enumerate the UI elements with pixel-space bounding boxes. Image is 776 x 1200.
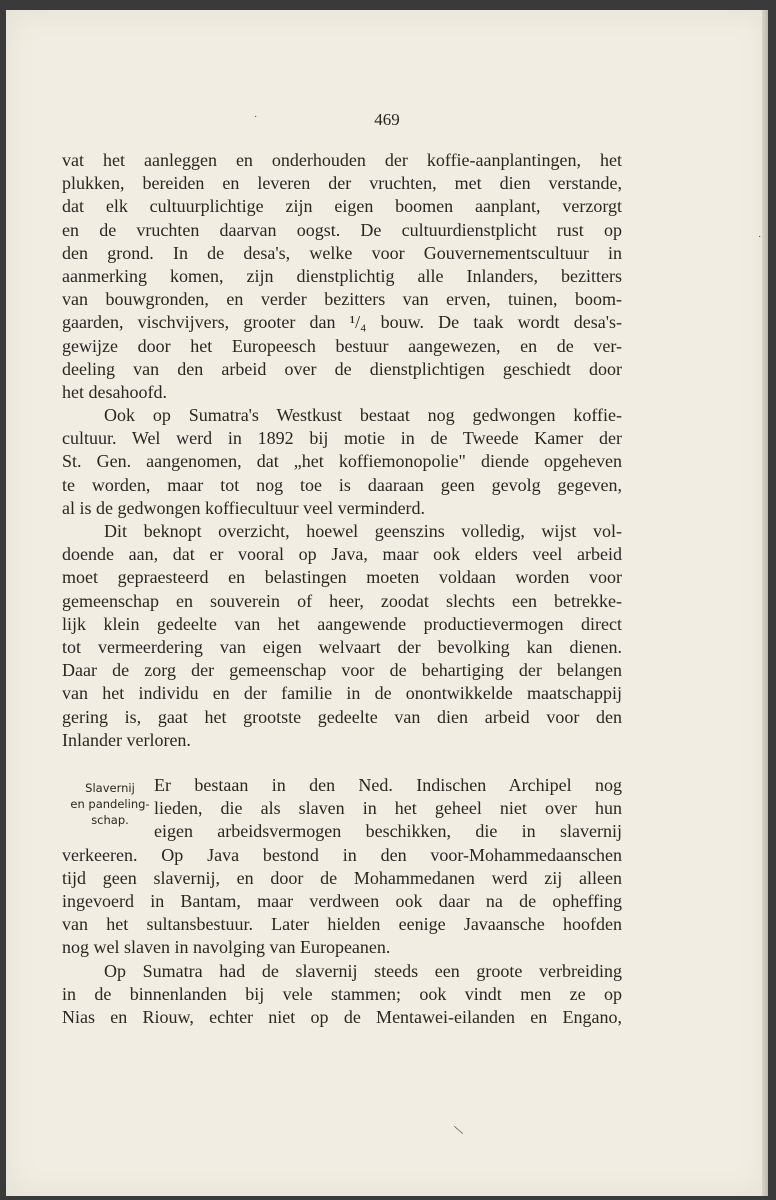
- text-line: te worden, maar tot nog toe is daaraan geen gevolg gegeven,: [62, 474, 622, 495]
- text-line: moet gepraesteerd en belastingen moeten voldaan worden voor: [62, 567, 622, 588]
- text-line: den grond. In de desa's, welke voor Gouvernementscultuur in: [62, 242, 622, 263]
- text-line: van het individu en der familie in de onontwikkelde maatschappij: [62, 683, 622, 704]
- text-line: Dit beknopt overzicht, hoewel geenszins volledig, wijst vol-: [104, 521, 622, 541]
- page-number: 469: [374, 110, 400, 129]
- text-line: Op Sumatra had de slavernij steeds een groote verbreiding: [104, 960, 622, 981]
- paragraph-2: [62, 404, 622, 520]
- text-line: al is de gedwongen koffiecultuur veel verminderd.: [62, 497, 426, 518]
- text-line: doende aan, dat er vooral op Java, maar ook elders veel arbeid: [62, 544, 622, 565]
- stray-tick-mark: \: [452, 1122, 466, 1140]
- margin-note-line: en pandeling-: [70, 797, 150, 811]
- paragraph-5: [62, 960, 622, 1030]
- paragraph-1: [62, 149, 622, 404]
- text-line: plukken, bereiden en leveren der vruchten, met dien verstande,: [62, 173, 622, 194]
- text-line: en de vruchten daarvan oogst. De cultuurdienstplicht rust op: [62, 219, 622, 240]
- text-line: ingevoerd in Bantam, maar verdween ook daar na de opheffing: [62, 890, 622, 911]
- text-line: van het sultansbestuur. Later hielden eenige Javaansche hoofden: [62, 914, 622, 935]
- text-line: van bouwgronden, en verder bezitters van erven, tuinen, boom-: [62, 289, 622, 310]
- text-line: het desahoofd.: [62, 381, 167, 402]
- text-line: Nias en Riouw, echter niet op de Mentawei-eilanden en Engano,: [62, 1006, 622, 1027]
- stray-edge-mark: ·: [758, 232, 762, 243]
- text-line: nog wel slaven in navolging van Europeanen.: [62, 937, 391, 958]
- book-page: [6, 10, 768, 1196]
- text-line: gewijze door het Europeesch bestuur aangewezen, en de ver-: [62, 335, 622, 356]
- text-line: deeling van den arbeid over de dienstplichtigen geschiedt door: [62, 358, 622, 379]
- stray-dot-mark: ·: [254, 112, 258, 123]
- text-line: Ook op Sumatra's Westkust bestaat nog gedwongen koffie-: [104, 405, 622, 426]
- text-line: tot vermeerdering van eigen welvaart der bevolking kan dienen.: [62, 636, 622, 657]
- text-line: verkeeren. Op Java bestond in den voor-Mohammedaanschen: [62, 844, 622, 865]
- text-line: lijk klein gedeelte van het aangewende productievermogen direct: [62, 613, 622, 634]
- text-line: Daar de zorg der gemeenschap voor de behartiging der belangen: [62, 660, 622, 681]
- body-text-bottom: [62, 774, 622, 1029]
- text-line: gering is, gaat het grootste gedeelte van dien arbeid voor den: [62, 706, 622, 727]
- text-line: in de binnenlanden bij vele stammen; ook vindt men ze op: [62, 983, 622, 1004]
- text-line: tijd geen slavernij, en door de Mohammedanen werd zij alleen: [62, 867, 622, 888]
- text-line: cultuur. Wel werd in 1892 bij motie in de Tweede Kamer der: [62, 428, 622, 449]
- paragraph-3: [62, 520, 622, 752]
- text-line: Er bestaan in den Ned. Indischen Archipel nog: [154, 775, 622, 795]
- page-edge: [762, 10, 768, 1196]
- text-line: lieden, die als slaven in het geheel niet over hun: [154, 798, 622, 819]
- text-line: St. Gen. aangenomen, dat „het koffiemonopolie" diende opgeheven: [62, 451, 622, 472]
- text-line: Inlander verloren.: [62, 729, 191, 750]
- margin-note-line: Slavernij: [85, 781, 135, 795]
- text-line: gemeenschap en souverein of heer, zoodat slechts een betrekke-: [62, 590, 622, 611]
- paragraph-4: [62, 774, 622, 960]
- text-line: vat het aanleggen en onderhouden der koffie-aanplantingen, het: [62, 150, 622, 170]
- text-line: aanmerking komen, zijn dienstplichtig alle Inlanders, bezitters: [62, 265, 622, 286]
- text-line: gaarden, vischvijvers, grooter dan ¹/₄ bouw. De taak wordt desa's-: [62, 312, 622, 333]
- text-line: eigen arbeidsvermogen beschikken, die in slavernij: [154, 821, 622, 842]
- margin-note-line: schap.: [91, 813, 129, 827]
- body-text-top: [62, 149, 622, 752]
- text-line: dat elk cultuurplichtige zijn eigen boomen aanplant, verzorgt: [62, 196, 622, 217]
